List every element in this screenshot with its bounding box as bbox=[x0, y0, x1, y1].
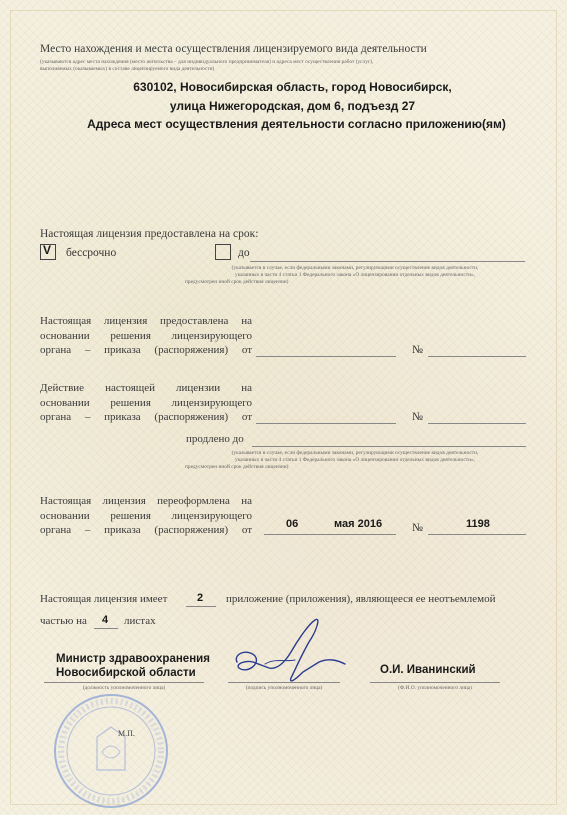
reissued-label bbox=[40, 494, 252, 538]
reissued-month-year: мая 2016 bbox=[334, 518, 383, 530]
term-hint-2: указанных в части 4 статьи 1 Федерального закона «О лицензировании отдельных видов деятельности», bbox=[235, 272, 475, 278]
reissued-line-3: органа – приказа (распоряжения) от bbox=[40, 524, 252, 536]
address-line-3: Адреса мест осуществления деятельности согласно приложению(ям) bbox=[87, 117, 506, 131]
reissued-number-line bbox=[428, 534, 526, 535]
term-heading: Настоящая лицензия предоставлена на срок: bbox=[40, 228, 259, 240]
official-name: О.И. Иванинский bbox=[380, 664, 476, 676]
extended-line-3: органа – приказа (распоряжения) от bbox=[40, 411, 252, 423]
address-line-1: 630102, Новосибирская область, город Новосибирск, bbox=[133, 80, 452, 94]
term-hint-1: (указывается в случае, если федеральными законами, регулирующими осуществление видов деятельности, bbox=[231, 265, 479, 271]
appendix-count-line bbox=[186, 606, 216, 607]
signature-hint: (подпись уполномоченного лица) bbox=[245, 685, 323, 691]
location-heading: Место нахождения и места осуществления лицензируемого вида деятельности bbox=[40, 43, 427, 55]
extended-number-line bbox=[428, 423, 526, 424]
extended-date-line bbox=[256, 423, 396, 424]
appendix-suffix: приложение (приложения), являющееся ее неотъемлемой bbox=[226, 593, 496, 605]
official-seal bbox=[52, 692, 170, 810]
reissued-line-1: Настоящая лицензия переоформлена на bbox=[40, 495, 252, 507]
name-hint: (Ф.И.О. уполномоченного лица) bbox=[398, 685, 472, 691]
reissued-number-sign: № bbox=[412, 522, 423, 534]
reissued-day: 06 bbox=[286, 518, 299, 530]
granted-line-3: органа – приказа (распоряжения) от bbox=[40, 344, 252, 356]
until-checkbox bbox=[215, 244, 231, 260]
until-label: до bbox=[238, 247, 250, 259]
reissued-date-line bbox=[264, 534, 396, 535]
location-hint-2: выполняемых (оказываемых) в составе лицензируемого вида деятельности) bbox=[40, 66, 215, 72]
term-hint-3: предусмотрен иной срок действия лицензии) bbox=[185, 279, 289, 285]
sheets-suffix: листах bbox=[124, 615, 156, 627]
position-line bbox=[44, 682, 204, 683]
extended-label bbox=[40, 381, 252, 425]
sheets-count: 4 bbox=[102, 614, 109, 626]
indefinite-checkbox bbox=[40, 244, 56, 260]
until-date-line bbox=[250, 261, 525, 262]
indefinite-label: бессрочно bbox=[66, 247, 117, 259]
granted-number-sign: № bbox=[412, 344, 423, 356]
position-line-2: Новосибирской области bbox=[56, 667, 196, 679]
granted-line-2: основании решения лицензирующего bbox=[40, 329, 252, 342]
extended-hint-3: предусмотрен иной срок действия лицензии) bbox=[185, 464, 289, 470]
seal-mark: М.П. bbox=[118, 729, 135, 738]
extended-hint-1: (указывается в случае, если федеральными законами, регулирующими осуществление видов деятельности, bbox=[231, 450, 479, 456]
address-line-2: улица Нижегородская, дом 6, подъезд 27 bbox=[169, 99, 416, 113]
check-mark-icon: V bbox=[43, 243, 52, 257]
name-line bbox=[370, 682, 500, 683]
prolonged-label: продлено до bbox=[186, 433, 244, 445]
sheets-prefix: частью на bbox=[40, 615, 87, 627]
location-hint-1: (указываются адрес места нахождения (место жительства – для индивидуального предпринимателя) и адреса мест осуществления работ (услуг), bbox=[40, 59, 374, 65]
position-hint: (должность уполномоченного лица) bbox=[82, 685, 166, 691]
appendix-count: 2 bbox=[197, 592, 204, 604]
granted-line-1: Настоящая лицензия предоставлена на bbox=[40, 315, 252, 327]
prolonged-date-line bbox=[252, 446, 526, 447]
extended-number-sign: № bbox=[412, 411, 423, 423]
reissued-number: 1198 bbox=[466, 518, 490, 530]
extended-line-2: основании решения лицензирующего bbox=[40, 396, 252, 409]
granted-number-line bbox=[428, 356, 526, 357]
granted-date-line bbox=[256, 356, 396, 357]
sheets-count-line bbox=[94, 628, 118, 629]
extended-hint-2: указанных в части 4 статьи 1 Федерального закона «О лицензировании отдельных видов деятельности», bbox=[235, 457, 475, 463]
extended-line-1: Действие настоящей лицензии на bbox=[40, 382, 252, 394]
handwritten-signature bbox=[225, 612, 355, 692]
position-line-1: Министр здравоохранения bbox=[56, 653, 210, 665]
reissued-line-2: основании решения лицензирующего bbox=[40, 509, 252, 522]
granted-label bbox=[40, 314, 252, 358]
appendix-prefix: Настоящая лицензия имеет bbox=[40, 593, 168, 605]
